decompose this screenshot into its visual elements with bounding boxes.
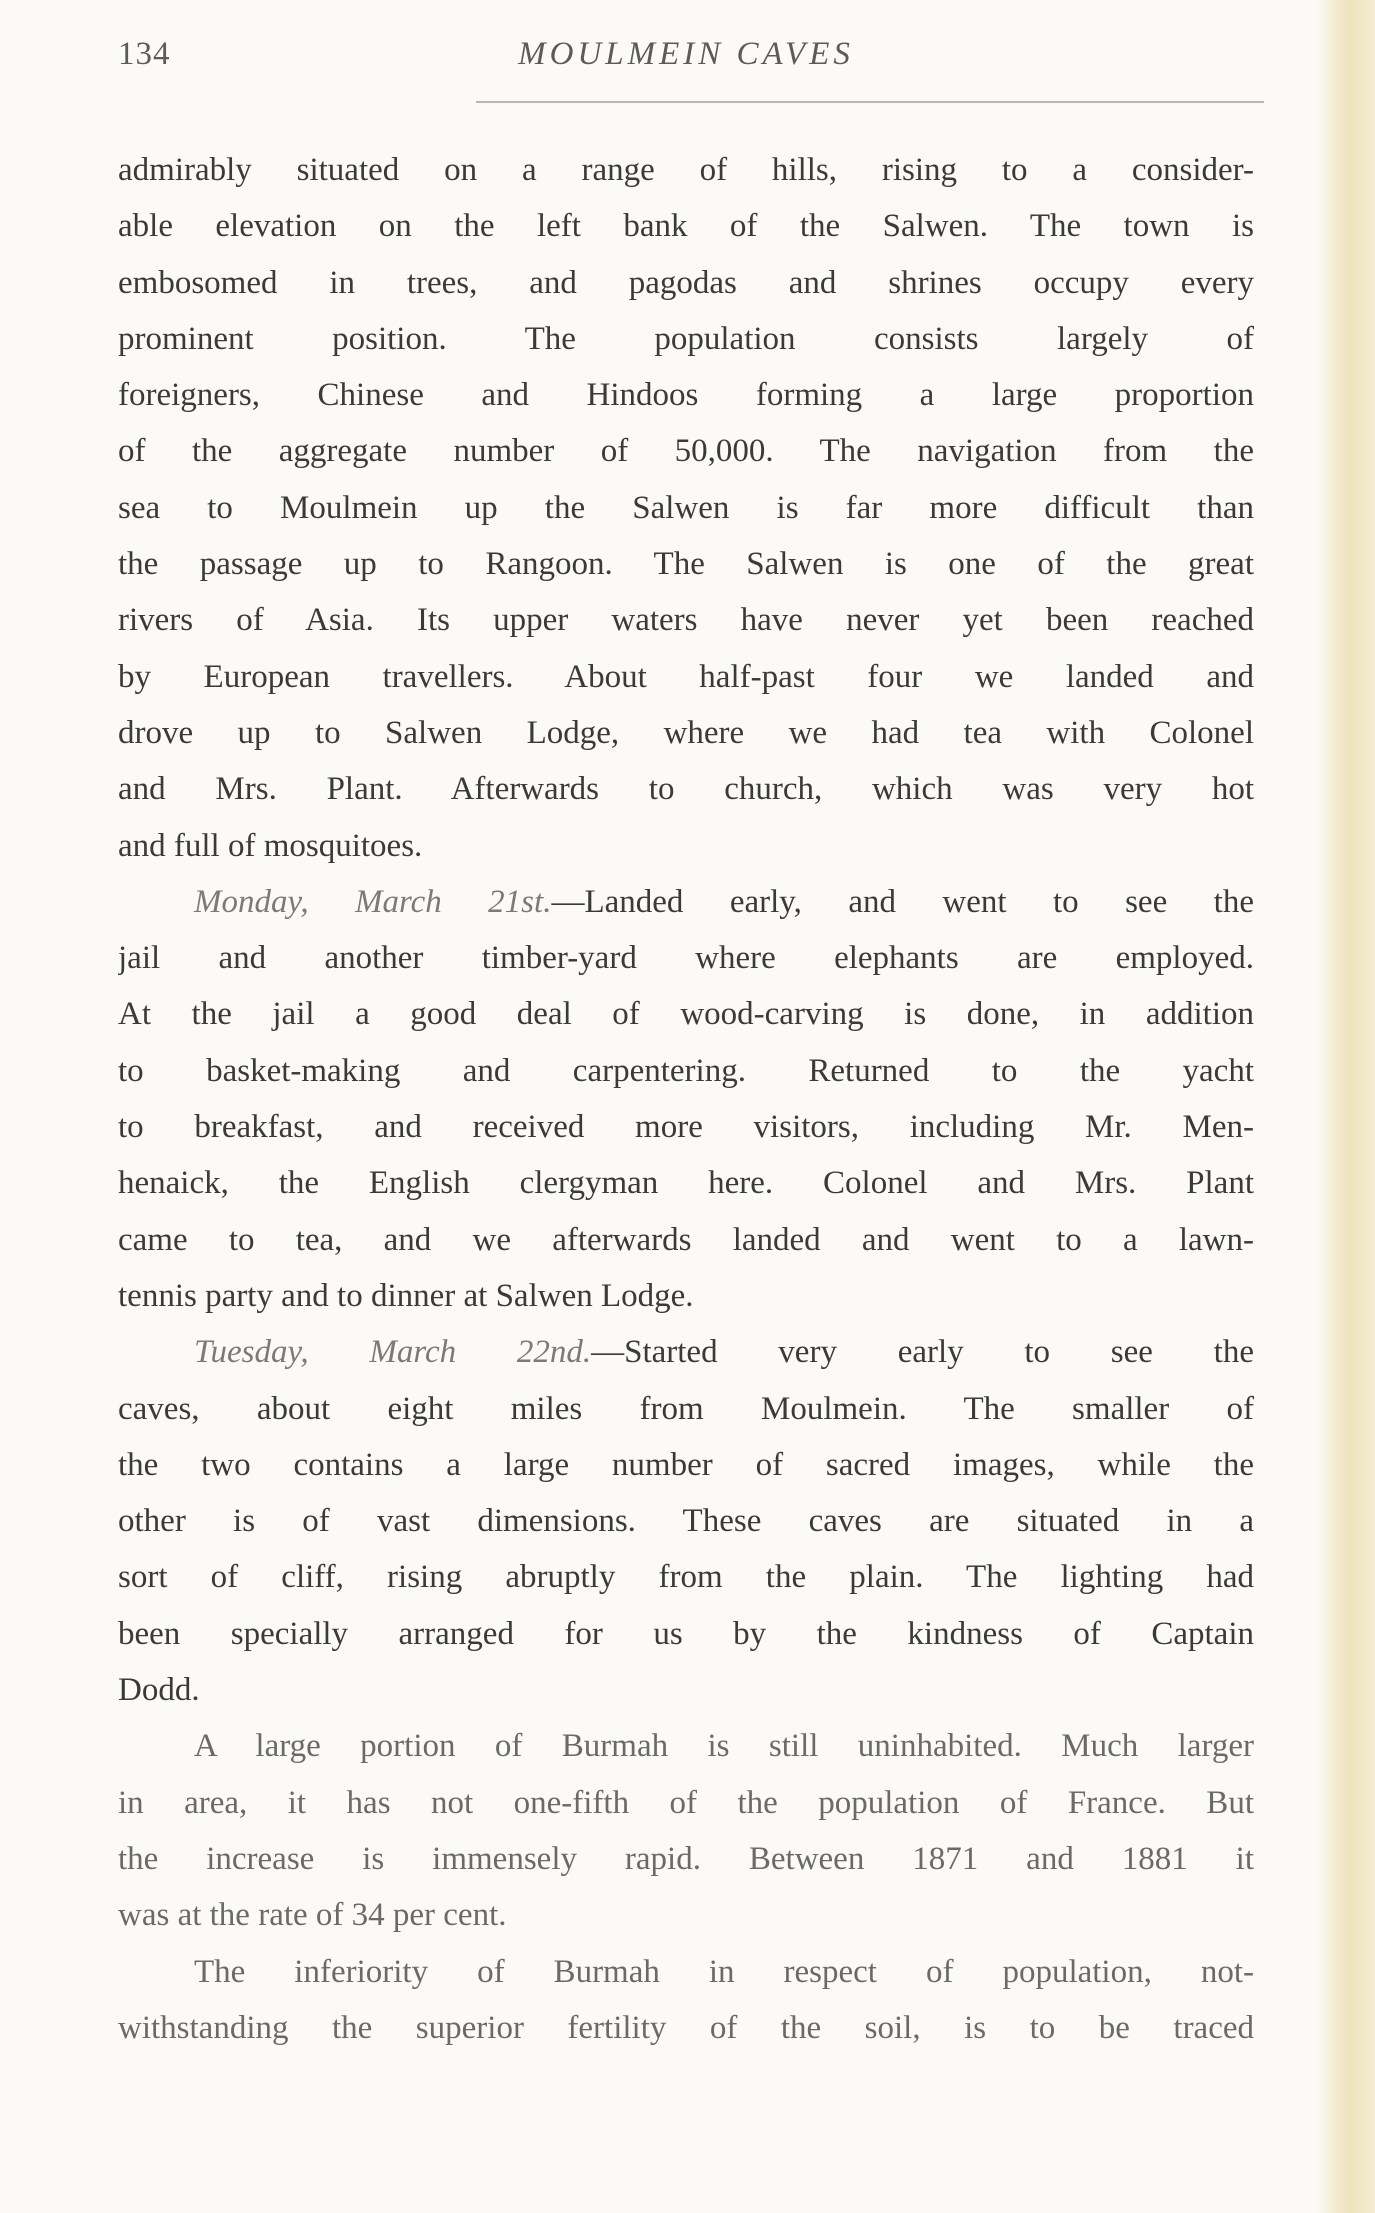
text-line: been specially arranged for us by the kindness of Captain	[118, 1615, 1254, 1652]
text-line: drove up to Salwen Lodge, where we had tea with Colonel	[118, 714, 1254, 751]
text-line: Dodd.	[118, 1672, 200, 1709]
text-line: by European travellers. About half-past four we landed and	[118, 658, 1254, 695]
text-line: caves, about eight miles from Moulmein. The smaller of	[118, 1390, 1254, 1427]
diary-entry-tuesday	[118, 1324, 1254, 1718]
text-line: came to tea, and we afterwards landed and went to a lawn-	[118, 1221, 1254, 1258]
text-line: to breakfast, and received more visitors, including Mr. Men-	[118, 1109, 1254, 1146]
text-line: other is of vast dimensions. These caves are situated in a	[118, 1503, 1254, 1540]
page-edge-shadow	[1315, 0, 1375, 2213]
paragraph-moulmein	[118, 142, 1254, 874]
text-line: The inferiority of Burmah in respect of population, not-	[194, 1953, 1254, 1990]
paragraph-inferiority	[118, 1944, 1254, 2057]
text-line: sort of cliff, rising abruptly from the plain. The lighting had	[118, 1559, 1254, 1596]
text-line: in area, it has not one-fifth of the population of France. But	[118, 1784, 1254, 1821]
text-line: the two contains a large number of sacred images, while the	[118, 1446, 1254, 1483]
text-line: of the aggregate number of 50,000. The navigation from the	[118, 433, 1254, 470]
text-line: admirably situated on a range of hills, rising to a consider-	[118, 152, 1254, 188]
entry-text: —Started very early to see the	[591, 1334, 1254, 1371]
text-line: A large portion of Burmah is still uninhabited. Much larger	[194, 1728, 1254, 1765]
text-line: henaick, the English clergyman here. Colonel and Mrs. Plant	[118, 1165, 1254, 1202]
text-line: the passage up to Rangoon. The Salwen is one of the great	[118, 546, 1254, 583]
running-title: MOULMEIN CAVES	[518, 36, 854, 72]
text-line: to basket-making and carpentering. Returned to the yacht	[118, 1052, 1254, 1089]
text-line: able elevation on the left bank of the Salwen. The town is	[118, 208, 1254, 245]
diary-entry-monday	[118, 874, 1254, 1324]
entry-date: Monday, March 21st.	[194, 883, 552, 920]
text-line: withstanding the superior fertility of the soil, is to be traced	[118, 2009, 1254, 2046]
text-line: was at the rate of 34 per cent.	[118, 1897, 507, 1934]
text-line: rivers of Asia. Its upper waters have never yet been reached	[118, 602, 1254, 639]
page-header	[118, 36, 1254, 86]
entry-date: Tuesday, March 22nd.	[194, 1334, 592, 1371]
text-line: tennis party and to dinner at Salwen Lodge.	[118, 1277, 694, 1314]
text-line: sea to Moulmein up the Salwen is far more difficult than	[118, 489, 1254, 526]
entry-first-line	[118, 1324, 1254, 1380]
entry-text: —Landed early, and went to see the	[551, 883, 1254, 920]
body-text	[118, 142, 1254, 2056]
text-line: and Mrs. Plant. Afterwards to church, which was very hot	[118, 771, 1254, 808]
header-rule	[476, 101, 1264, 103]
text-line: and full of mosquitoes.	[118, 827, 423, 864]
text-line: prominent position. The population consists largely of	[118, 320, 1254, 357]
page-number: 134	[118, 36, 171, 72]
paragraph-population	[118, 1718, 1254, 1943]
text-line: foreigners, Chinese and Hindoos forming a large proportion	[118, 377, 1254, 414]
text-line: At the jail a good deal of wood-carving is done, in addition	[118, 996, 1254, 1033]
text-line: the increase is immensely rapid. Between 1871 and 1881 it	[118, 1840, 1254, 1877]
entry-first-line	[118, 874, 1254, 930]
text-line: jail and another timber-yard where elephants are employed.	[118, 940, 1254, 977]
text-line: embosomed in trees, and pagodas and shrines occupy every	[118, 264, 1254, 301]
